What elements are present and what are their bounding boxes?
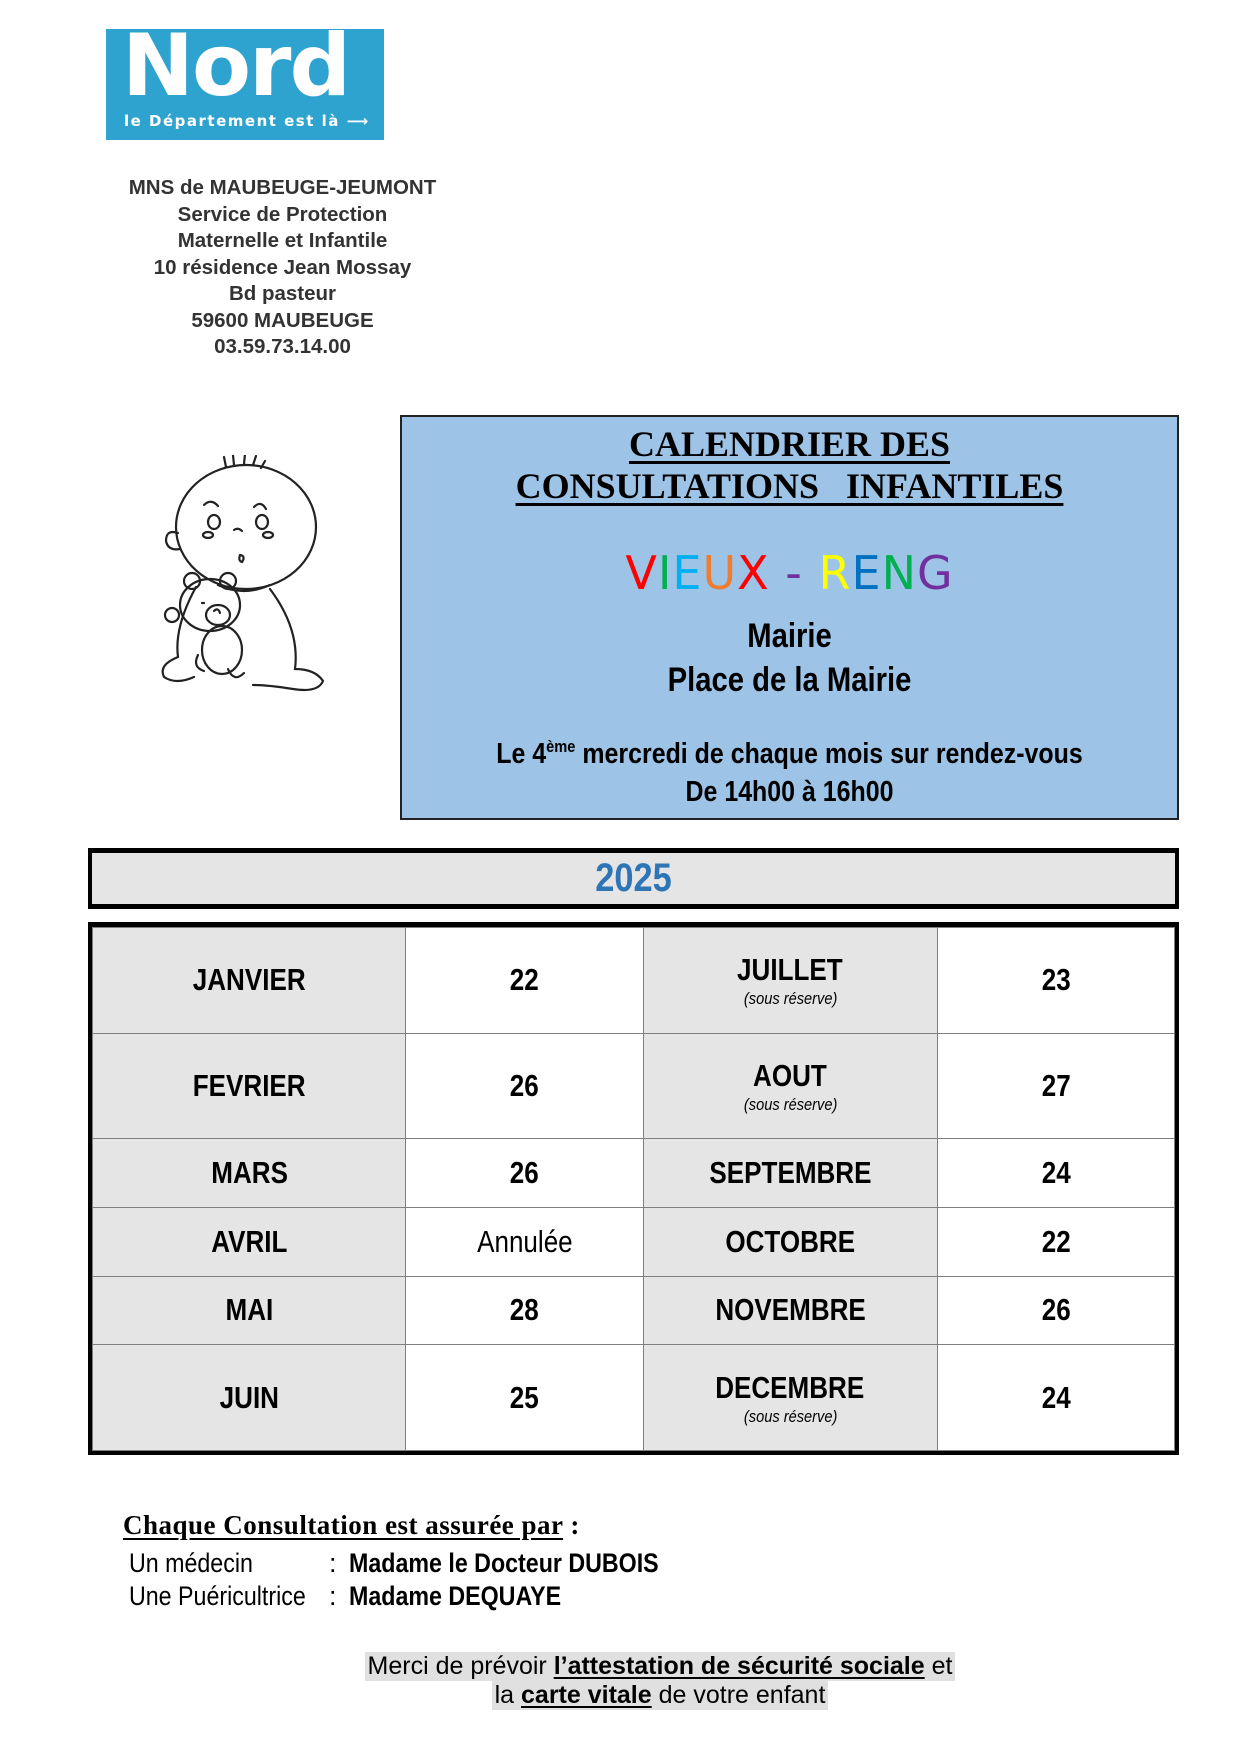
- address-line-phone: 03.59.73.14.00: [214, 335, 351, 358]
- month-cell: OCTOBRE: [643, 1208, 937, 1277]
- month-cell: FEVRIER: [93, 1033, 406, 1139]
- day-cell: 26: [406, 1139, 643, 1208]
- town-letter: [770, 546, 786, 600]
- calendar-title-line1: CALENDRIER DES: [628, 424, 951, 464]
- consultation-info-box: [400, 415, 1179, 820]
- day-cell: 27: [937, 1033, 1174, 1139]
- address-line-service2: Maternelle et Infantile: [177, 229, 388, 252]
- town-letter: V: [625, 546, 658, 600]
- town-letter: E: [672, 546, 703, 600]
- address-line-org: MNS de MAUBEUGE-JEUMONT: [128, 176, 437, 199]
- address-line-street: 10 résidence Jean Mossay: [153, 255, 412, 279]
- calendar-row: [93, 1033, 1175, 1139]
- town-letter: G: [916, 546, 954, 600]
- service-address: [110, 175, 455, 361]
- town-letter: -: [785, 546, 803, 600]
- town-letter: X: [737, 546, 770, 600]
- documents-reminder: [360, 1652, 960, 1710]
- town-letter: I: [657, 546, 673, 600]
- month-cell: NOVEMBRE: [643, 1276, 937, 1345]
- venue: [456, 614, 1123, 702]
- day-cell: 23: [937, 928, 1174, 1034]
- staff-name: Madame le Docteur DUBOIS: [349, 1548, 659, 1578]
- calendar-title: [402, 423, 1177, 507]
- month-cell: JUIN: [93, 1345, 406, 1451]
- staff-row-doctor: Un médecin : Madame le Docteur DUBOIS: [129, 1548, 659, 1578]
- month-cell: JUILLET (sous réserve): [643, 928, 937, 1034]
- day-cell: 28: [406, 1276, 643, 1345]
- month-cell: MAI: [93, 1276, 406, 1345]
- town-letter: E: [851, 546, 882, 600]
- baby-with-teddy-bear-icon: [158, 455, 338, 695]
- calendar-row: [93, 1345, 1175, 1451]
- calendar-row: [93, 928, 1175, 1034]
- reminder-line2: la carte vitale de votre enfant: [492, 1681, 829, 1710]
- schedule-hours: De 14h00 à 16h00: [685, 776, 894, 808]
- staff-role: Un médecin: [129, 1548, 253, 1578]
- month-cell: DECEMBRE (sous réserve): [643, 1345, 937, 1451]
- logo-tagline: le Département est là ⟶: [124, 112, 370, 130]
- day-cell: 22: [937, 1208, 1174, 1277]
- venue-address: Place de la Mairie: [667, 661, 912, 699]
- logo-wordmark: Nord: [122, 16, 350, 116]
- town-letter: R: [818, 546, 852, 600]
- staff-heading: Chaque Consultation est assurée par :: [123, 1510, 580, 1540]
- day-cell: Annulée: [406, 1208, 643, 1277]
- address-line-service: Service de Protection: [177, 202, 388, 226]
- day-cell: 24: [937, 1345, 1174, 1451]
- schedule-info: [456, 735, 1123, 811]
- reminder-line1: Merci de prévoir l’attestation de sécurité sociale et: [365, 1652, 956, 1681]
- town-letter: [803, 546, 819, 600]
- day-cell: 26: [406, 1033, 643, 1139]
- calendar-row: [93, 1139, 1175, 1208]
- month-cell: MARS: [93, 1139, 406, 1208]
- staff-name: Madame DEQUAYE: [349, 1581, 562, 1611]
- address-line-boulevard: Bd pasteur: [228, 282, 337, 305]
- town-letter: N: [881, 546, 917, 600]
- year-header: [88, 848, 1179, 909]
- day-cell: 22: [406, 928, 643, 1034]
- month-cell: JANVIER: [93, 928, 406, 1034]
- day-cell: 24: [937, 1139, 1174, 1208]
- consultation-calendar-table: [88, 922, 1179, 1455]
- venue-name: Mairie: [747, 617, 832, 655]
- staff-row-nurse: Une Puéricultrice : Madame DEQUAYE: [129, 1581, 562, 1611]
- calendar-title-line2: CONSULTATIONS INFANTILES: [515, 466, 1064, 506]
- tentative-note: (sous réserve): [743, 1406, 837, 1426]
- address-line-city: 59600 MAUBEUGE: [191, 308, 374, 332]
- staff-role: Une Puéricultrice: [129, 1581, 306, 1611]
- schedule-recurrence: Le 4ème mercredi de chaque mois sur rendez-vous: [496, 737, 1083, 770]
- town-letter: U: [702, 546, 738, 600]
- month-cell: AVRIL: [93, 1208, 406, 1277]
- tentative-note: (sous réserve): [743, 989, 837, 1009]
- day-cell: 26: [937, 1276, 1174, 1345]
- day-cell: 25: [406, 1345, 643, 1451]
- month-cell: SEPTEMBRE: [643, 1139, 937, 1208]
- nord-department-logo: [106, 16, 384, 140]
- year-label: 2025: [595, 856, 672, 900]
- tentative-note: (sous réserve): [743, 1095, 837, 1115]
- calendar-row: [93, 1208, 1175, 1277]
- month-cell: AOUT (sous réserve): [643, 1033, 937, 1139]
- town-name: [402, 545, 1177, 601]
- calendar-row: [93, 1276, 1175, 1345]
